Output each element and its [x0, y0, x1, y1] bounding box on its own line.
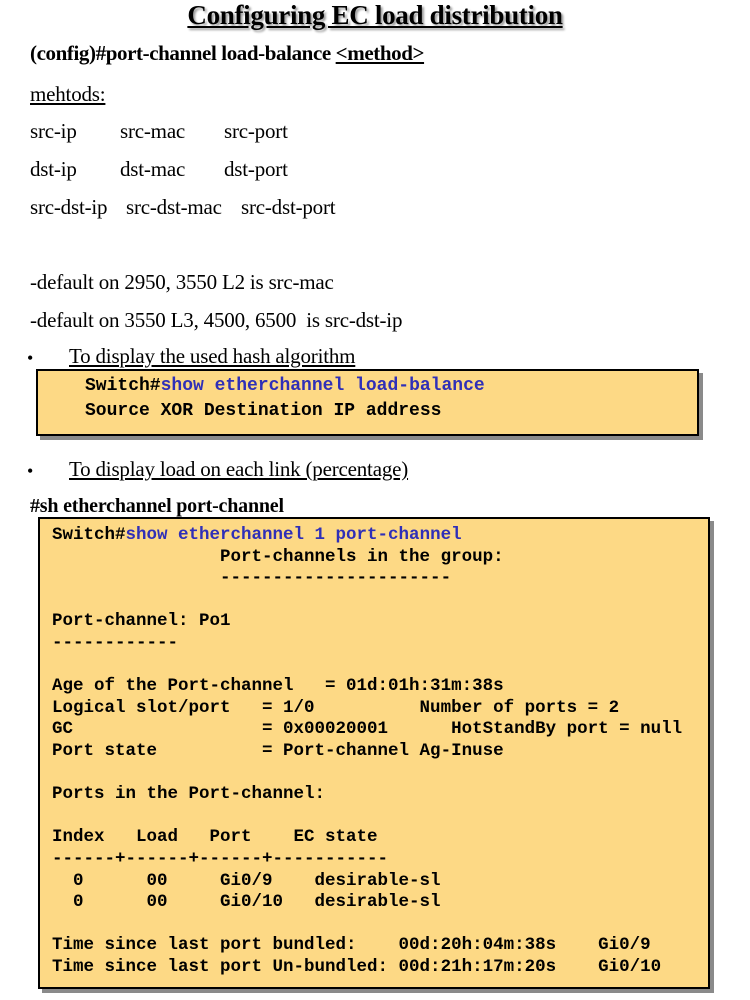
method-dst-port: dst-port: [224, 157, 288, 181]
code-output-line: Port-channel: Po1: [52, 611, 231, 632]
bullet-icon: •: [27, 461, 34, 481]
code-line-command: [85, 374, 485, 399]
bullet-load-each-link: To display load on each link (percentage): [69, 457, 409, 481]
method-src-port: src-port: [224, 119, 288, 143]
methods-label: mehtods:: [30, 82, 106, 106]
bullet-hash-algorithm: To display the used hash algorithm: [69, 344, 356, 368]
command-prefix: (config)#port-channel load-balance: [30, 41, 336, 65]
code-command: show etherchannel 1 port-channel: [125, 525, 462, 545]
code-output-line: 0 00 Gi0/9 desirable-sl: [52, 870, 441, 891]
method-src-dst-ip: src-dst-ip: [30, 195, 108, 219]
method-src-ip: src-ip: [30, 119, 77, 143]
code-output-line: ------+------+------+-----------: [52, 848, 389, 869]
code-line-command: [52, 525, 462, 547]
default-l3: -default on 3550 L3, 4500, 6500 is src-dst-ip: [30, 308, 403, 332]
code-output-line: Logical slot/port = 1/0 Number of ports = 2: [52, 697, 620, 718]
code-output-line: Time since last port Un-bundled: 00d:21h:17m:20s Gi0/10: [52, 956, 662, 977]
bullet-icon: •: [27, 348, 34, 368]
code-output-line: Age of the Port-channel = 01d:01h:31m:38s: [52, 676, 504, 697]
method-dst-ip: dst-ip: [30, 157, 77, 181]
method-src-mac: src-mac: [120, 119, 186, 143]
code-prompt: Switch#: [52, 525, 126, 545]
code-output-line: Time since last port bundled: 00d:20h:04m:38s Gi0/9: [52, 935, 651, 956]
default-l2: -default on 2950, 3550 L2 is src-mac: [30, 270, 334, 294]
code-output-line: GC = 0x00020001 HotStandBy port = null: [52, 719, 683, 740]
command-arg: <method>: [335, 41, 425, 65]
code-prompt: Switch#: [85, 376, 161, 396]
sh-heading: #sh etherchannel port-channel: [30, 495, 284, 517]
code-output-line: Index Load Port EC state: [52, 827, 378, 848]
code-output-line: ------------: [52, 632, 179, 653]
method-dst-mac: dst-mac: [120, 157, 186, 181]
method-src-dst-mac: src-dst-mac: [126, 195, 222, 219]
code-output-line: ----------------------: [52, 568, 452, 589]
code-output-line: Port state = Port-channel Ag-Inuse: [52, 740, 504, 761]
code-output-line: Ports in the Port-channel:: [52, 784, 326, 805]
code-line-output: Source XOR Destination IP address: [85, 401, 442, 421]
config-command: [30, 41, 424, 66]
code-output-line: 0 00 Gi0/10 desirable-sl: [52, 892, 441, 913]
code-box-load-balance: [36, 369, 699, 436]
page-title: Configuring EC load distribution: [187, 0, 563, 30]
method-src-dst-port: src-dst-port: [241, 195, 336, 219]
code-box-port-channel: [38, 517, 710, 989]
code-output-line: Port-channels in the group:: [52, 546, 504, 567]
code-command: show etherchannel load-balance: [160, 376, 485, 396]
